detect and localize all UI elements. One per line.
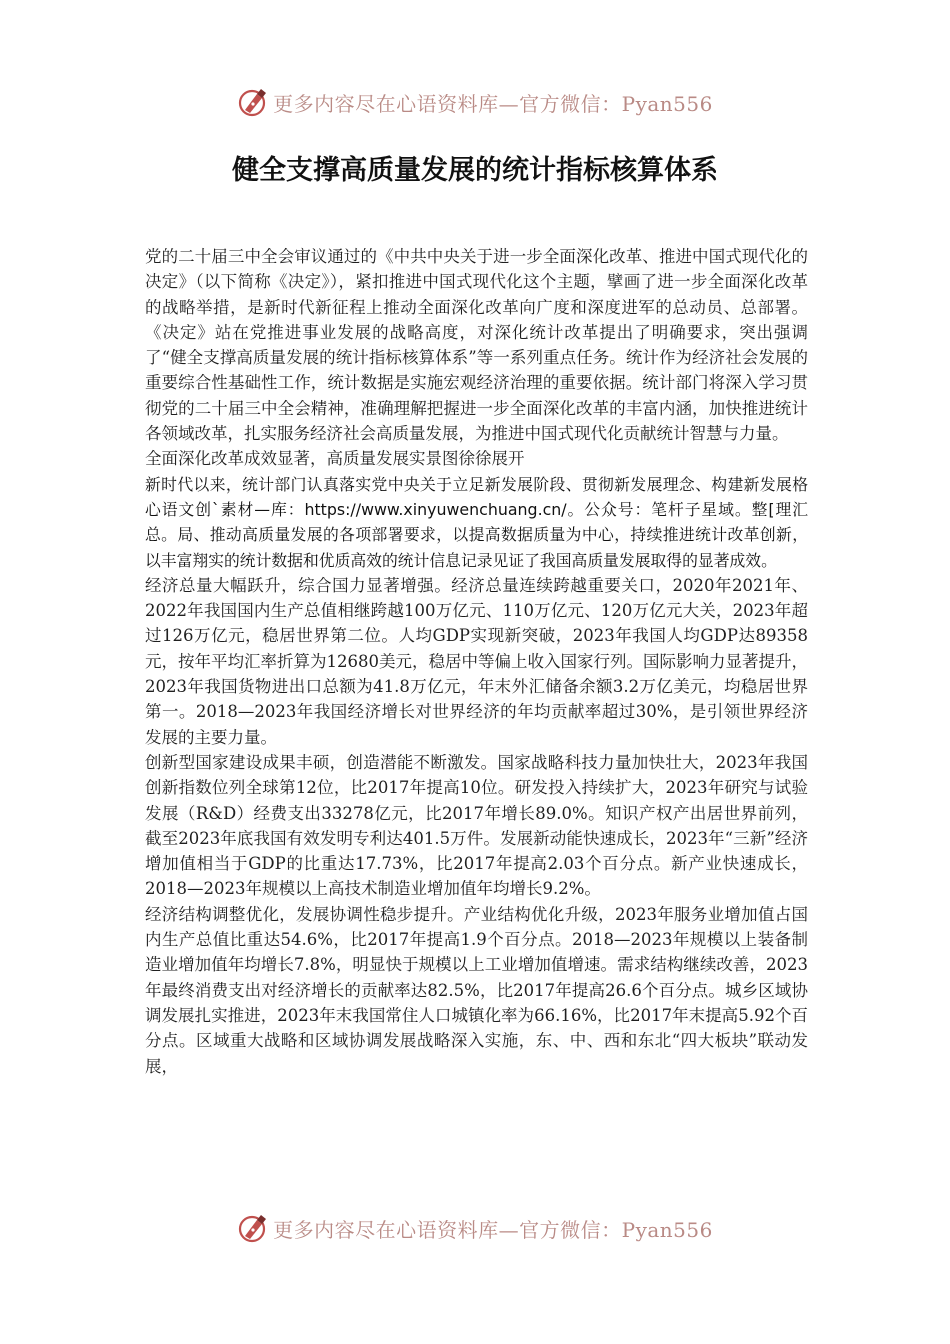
pen-nib-logo-icon [237,86,269,118]
document-title: 健全支撑高质量发展的统计指标核算体系 [232,155,718,186]
body-paragraph: 经济结构调整优化，发展协调性稳步提升。产业结构优化升级，2023年服务业增加值占国内生产总值比重达54.6%，比2017年提高1.9个百分点。2018—2023年规模以上装备制造业增加值年均增长7.8%，明显快于规模以上工业增加值增速。需求结构继续改善，2023年最终消费支出对经济增长的贡献率达82.5%，比2017年提高26.6个百分点。城乡区域协调发展扎实推进，2023年末我国常住人口城镇化率为66.16%，比2017年末提高5.92个百分点。区域重大战略和区域协调发展战略深入实施，东、中、西和东北“四大板块”联动发展， [145,904,808,1076]
pen-nib-logo-icon [237,1212,269,1244]
watermark-text: 更多内容尽在心语资料库—官方微信：Pyan556 [273,91,713,116]
body-paragraph: 经济总量大幅跃升，综合国力显著增强。经济总量连续跨越重要关口，2020年2021年、2022年我国国内生产总值相继跨越100万亿元、110万亿元、120万亿元大关，2023年超过126万亿元，稳居世界第二位。人均GDP实现新突破，2023年我国人均GDP达89358元，按年平均汇率折算为12680美元，稳居中等偏上收入国家行列。国际影响力显著提升，2023年我国货物进出口总额为41.8万亿元，年末外汇储备余额3.2万亿美元，均稳居世界第一。2018—2023年我国经济增长对世界经济的年均贡献率超过30%，是引领世界经济发展的主要力量。 [145,575,808,747]
watermark-text: 更多内容尽在心语资料库—官方微信：Pyan556 [273,1217,713,1242]
document-body [145,244,808,1079]
footer-watermark-banner [0,1208,950,1248]
body-paragraph: 创新型国家建设成果丰硕，创造潜能不断激发。国家战略科技力量加快壮大，2023年我国创新指数位列全球第12位，比2017年提高10位。研发投入持续扩大，2023年研究与试验发展（R&D）经费支出33278亿元，比2017年增长89.0%。知识产权产出居世界前列，截至2023年底我国有效发明专利达401.5万件。发展新动能快速成长，2023年“三新”经济增加值相当于GDP的比重达17.73%，比2017年提高2.03个百分点。新产业快速成长，2018—2023年规模以上高技术制造业增加值年均增长9.2%。 [145,752,808,899]
body-paragraph: 党的二十届三中全会审议通过的《中共中央关于进一步全面深化改革、推进中国式现代化的决定》（以下简称《决定》），紧扣推进中国式现代化这个主题，擘画了进一步全面深化改革的战略举措，是新时代新征程上推动全面深化改革向广度和深度进军的总动员、总部署。《决定》站在党推进事业发展的战略高度，对深化统计改革提出了明确要求，突出强调了“健全支撑高质量发展的统计指标核算体系”等一系列重点任务。统计作为经济社会发展的重要综合性基础性工作，统计数据是实施宏观经济治理的重要依据。统计部门将深入学习贯彻党的二十届三中全会精神，准确理解把握进一步全面深化改革的丰富内涵，加快推进统计各领域改革，扎实服务经济社会高质量发展，为推进中国式现代化贡献统计智慧与力量。 [145,247,808,444]
body-paragraph: 新时代以来，统计部门认真落实党中央关于立足新发展阶段、贯彻新发展理念、构建新发展格心语文创`素材—库：https://www.xinyuwenchuang.cn/。公众号：笔杆子星域。整[理汇总。局、推动高质量发展的各项部署要求，以提高数据质量为中心，持续推进统计改革创新，以丰富翔实的统计数据和优质高效的统计信息记录见证了我国高质量发展取得的显著成效。 [145,474,808,570]
header-watermark-banner [0,82,950,122]
section-heading: 全面深化改革成效显著，高质量发展实景图徐徐展开 [145,449,525,469]
